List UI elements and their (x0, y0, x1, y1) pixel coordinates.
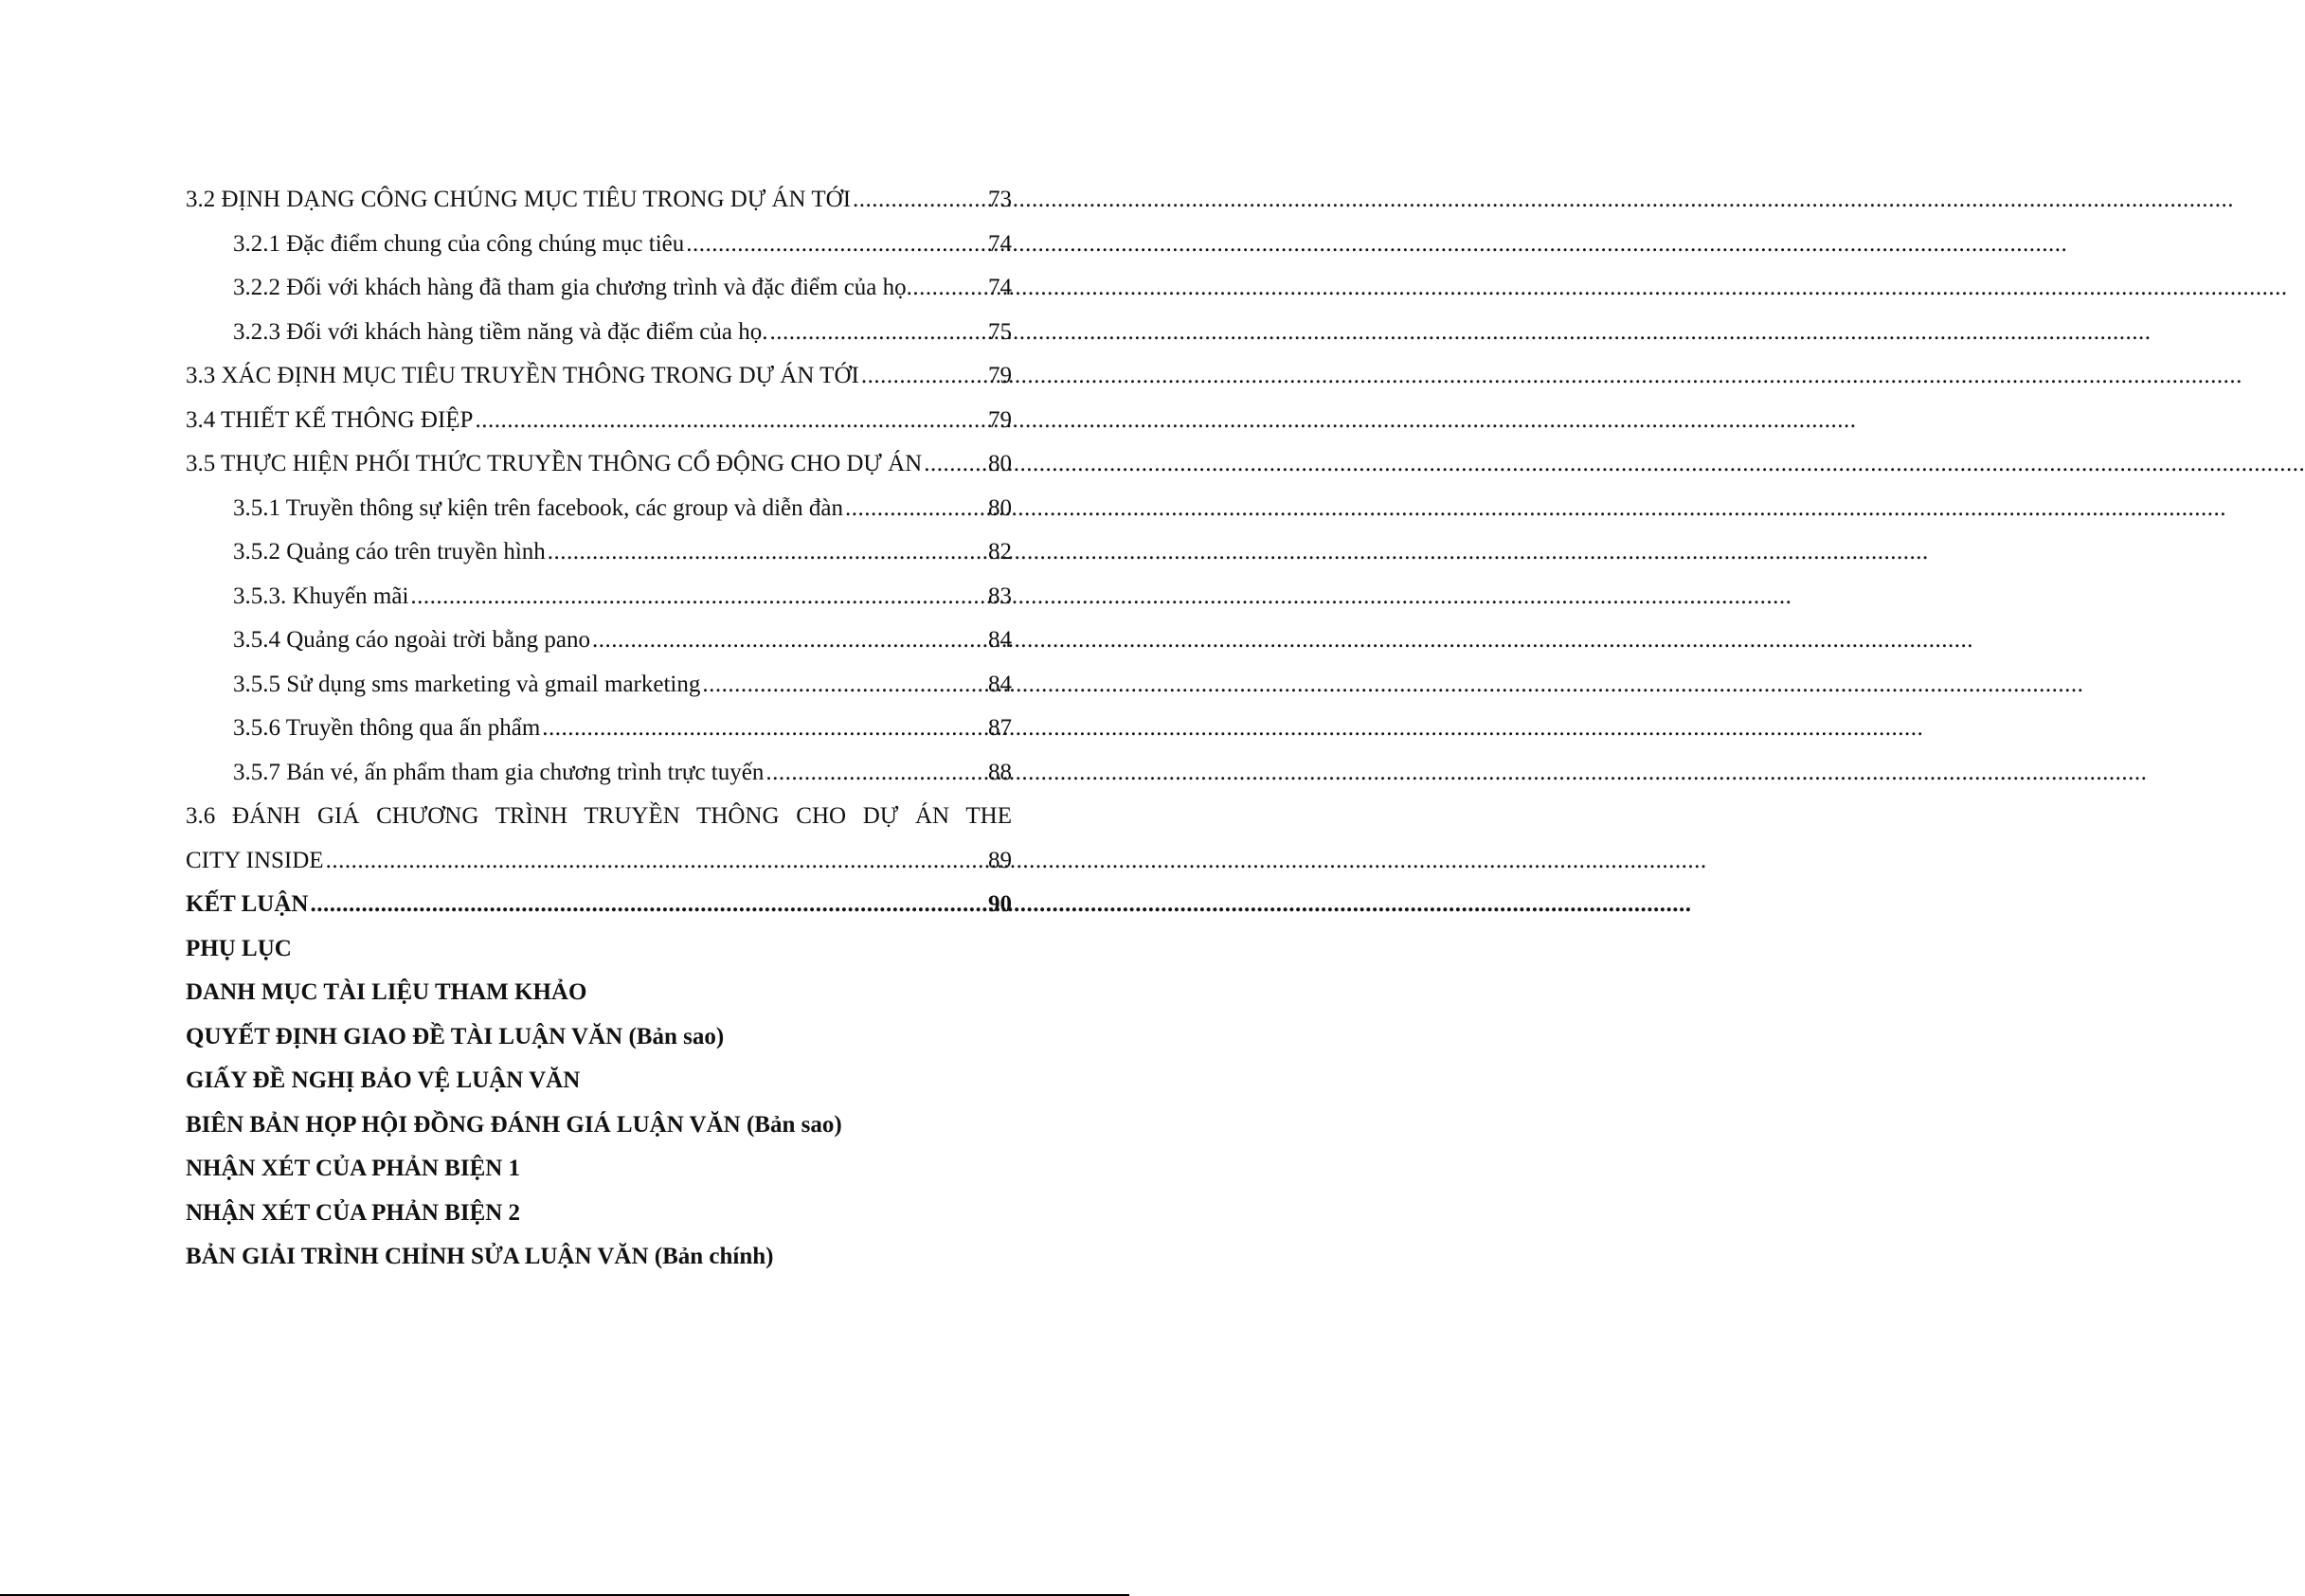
toc-entry-page: 75 (988, 318, 1012, 345)
toc-entry-page: 80 (988, 494, 1012, 521)
toc-entry (186, 1059, 1012, 1103)
toc-entry-title: NHẬN XÉT CỦA PHẢN BIỆN 2 (186, 1199, 521, 1226)
toc-entry (186, 1103, 1012, 1148)
toc-entry (186, 1015, 1012, 1060)
toc-entry-page: 84 (988, 627, 1012, 653)
dot-leader (475, 399, 986, 443)
toc-entry-title: 3.5.7 Bán vé, ấn phẩm tham gia chương trình trực tuyến (233, 759, 765, 785)
toc-entry-page: 90 (988, 891, 1012, 917)
toc-entry-page: 79 (988, 406, 1012, 433)
toc-entry-title: NHẬN XÉT CỦA PHẢN BIỆN 1 (186, 1156, 521, 1181)
dot-leader (702, 663, 986, 708)
toc-entry (186, 1192, 1012, 1236)
toc-entry-title: 3.2.1 Đặc điểm chung của công chúng mục tiêu (233, 230, 685, 257)
dot-leader (410, 575, 986, 619)
toc-entry-page: 87 (988, 715, 1012, 741)
toc-entry-title: 3.5.4 Quảng cáo ngoài trời bằng pano (233, 627, 591, 653)
toc-entry-page: 84 (988, 671, 1012, 697)
toc-entry (186, 311, 1012, 355)
toc-entry (186, 839, 1012, 884)
dot-leader (853, 178, 986, 223)
toc-entry-title: 3.5.5 Sử dụng sms marketing và gmail marketing (233, 671, 701, 697)
dot-leader (907, 266, 988, 311)
toc-entry (186, 663, 1012, 708)
toc-entry-title: QUYẾT ĐỊNH GIAO ĐỀ TÀI LUẬN VĂN (Bản sao) (186, 1023, 725, 1049)
toc-entry-title: PHỤ LỤC (186, 935, 292, 961)
toc-entry-title: 3.5 THỰC HIỆN PHỐI THỨC TRUYỀN THÔNG CỔ ĐỘNG CHO DỰ ÁN (186, 451, 923, 476)
toc-entry-title: 3.5.6 Truyền thông qua ấn phẩm (233, 715, 541, 741)
toc-entry (186, 927, 1012, 972)
toc-entry-page: 79 (988, 363, 1012, 388)
toc-entry-title: CITY INSIDE (186, 847, 324, 873)
toc-entry (186, 223, 1012, 267)
toc-entry-page: 74 (988, 275, 1012, 300)
toc-entry-page: 83 (988, 583, 1012, 609)
toc-entry-title: 3.2.2 Đối với khách hàng đã tham gia chương trình và đặc điểm của họ (233, 275, 907, 300)
toc-entry-page: 73 (988, 187, 1012, 212)
toc-entry-first-line (186, 795, 1012, 839)
toc-entry-title: 3.3 XÁC ĐỊNH MỤC TIÊU TRUYỀN THÔNG TRONG DỰ ÁN TỚI (186, 363, 859, 388)
dot-leader (924, 442, 986, 487)
toc-entry-page: 74 (988, 230, 1012, 257)
toc-entry (186, 1147, 1012, 1192)
toc-entry (186, 575, 1012, 619)
toc-entry-title: 3.5.1 Truyền thông sự kiện trên facebook, các group và diễn đàn (233, 494, 843, 521)
toc-entry-title: DANH MỤC TÀI LIỆU THAM KHẢO (186, 979, 587, 1005)
dot-leader (765, 751, 986, 796)
toc-entry-title: 3.2 ĐỊNH DẠNG CÔNG CHÚNG MỤC TIÊU TRONG DỰ ÁN TỚI (186, 187, 852, 212)
dot-leader (686, 223, 986, 267)
toc-entry-title: 3.5.3. Khuyến mãi (233, 583, 409, 609)
toc-entry-page: 82 (988, 539, 1012, 565)
toc-entry (186, 399, 1012, 443)
toc-entry (186, 971, 1012, 1015)
toc-entry-title: 3.5.2 Quảng cáo trên truyền hình (233, 539, 546, 565)
dot-leader (861, 354, 986, 399)
toc-entry (186, 707, 1012, 751)
dot-leader (769, 311, 986, 355)
toc-entry (186, 266, 1012, 311)
toc-entry-title: GIẤY ĐỀ NGHỊ BẢO VỆ LUẬN VĂN (186, 1067, 581, 1093)
table-of-contents (186, 178, 1012, 1280)
toc-entry (186, 883, 1012, 927)
toc-entry-title: BẢN GIẢI TRÌNH CHỈNH SỬA LUẬN VĂN (Bản chính) (186, 1244, 774, 1269)
toc-entry (186, 619, 1012, 663)
toc-entry-title-line1: 3.6 ĐÁNH GIÁ CHƯƠNG TRÌNH TRUYỀN THÔNG CHO DỰ ÁN THE (186, 803, 1012, 829)
dot-leader (542, 707, 986, 751)
dot-leader (845, 487, 986, 531)
toc-entry-title: BIÊN BẢN HỌP HỘI ĐỒNG ĐÁNH GIÁ LUẬN VĂN (Bản sao) (186, 1111, 842, 1138)
toc-entry (186, 1235, 1012, 1280)
dot-leader (326, 839, 986, 884)
toc-entry-page: 89 (988, 847, 1012, 873)
toc-entry (186, 530, 1012, 575)
toc-entry-page: 80 (988, 451, 1012, 476)
toc-entry-page: 88 (988, 759, 1012, 785)
toc-entry (186, 751, 1012, 796)
toc-entry-title: KẾT LUẬN (186, 891, 309, 917)
dot-leader (548, 530, 986, 575)
toc-entry (186, 487, 1012, 531)
dot-leader (310, 883, 986, 927)
toc-entry (186, 178, 1012, 223)
toc-entry (186, 442, 1012, 487)
dot-leader (592, 619, 986, 663)
toc-entry (186, 354, 1012, 399)
toc-entry-title: 3.4 THIẾT KẾ THÔNG ĐIỆP (186, 406, 474, 433)
toc-entry-title: 3.2.3 Đối với khách hàng tiềm năng và đặc điểm của họ. (233, 318, 768, 345)
